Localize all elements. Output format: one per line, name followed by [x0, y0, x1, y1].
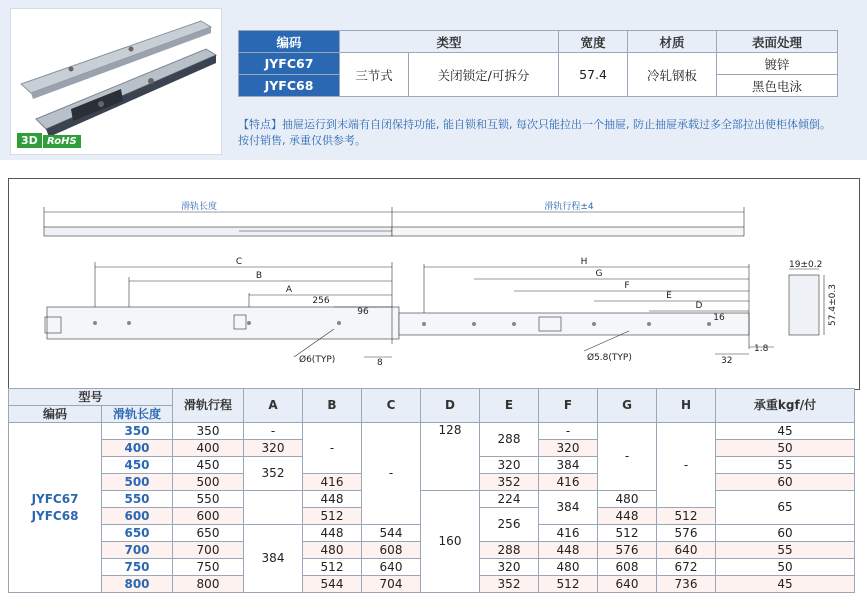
g-cell: 608 [598, 559, 657, 576]
f-cell: - [539, 423, 598, 440]
b-cell: 544 [303, 576, 362, 593]
length-cell: 600 [102, 508, 173, 525]
f-cell: 416 [539, 474, 598, 491]
stroke-cell: 400 [173, 440, 244, 457]
label-C: C [235, 257, 243, 267]
header-E: E [480, 389, 539, 423]
header-A: A [244, 389, 303, 423]
header-panel [0, 0, 867, 160]
h-cell: 672 [657, 559, 716, 576]
spec-header-type: 类型 [340, 31, 559, 53]
spec-header-width: 宽度 [559, 31, 628, 53]
e-cell: 352 [480, 474, 539, 491]
model-codes [9, 423, 102, 593]
header-stroke: 滑轨行程 [173, 389, 244, 423]
slide-rail-illustration [11, 9, 221, 154]
g-cell: 448 [598, 508, 657, 525]
b-cell: - [303, 423, 362, 474]
c-cell: 544 [362, 525, 421, 542]
spec-finish-1: 镀锌 [717, 53, 838, 75]
spec-header-code: 编码 [239, 31, 340, 53]
load-cell: 60 [716, 525, 855, 542]
technical-drawing [8, 178, 860, 390]
e-cell: 288 [480, 542, 539, 559]
label-256: 256 [312, 296, 330, 306]
label-E: E [666, 291, 672, 301]
spec-code-1: JYFC67 [239, 53, 340, 75]
h-cell: 640 [657, 542, 716, 559]
spec-header-material: 材质 [628, 31, 717, 53]
stroke-cell: 350 [173, 423, 244, 440]
label-H: H [580, 257, 588, 267]
f-cell: 320 [539, 440, 598, 457]
a-cell-empty [244, 491, 303, 525]
length-cell: 800 [102, 576, 173, 593]
label-hole6: Ø6(TYP) [299, 355, 336, 365]
stroke-cell: 500 [173, 474, 244, 491]
label-hole58: Ø5.8(TYP) [587, 353, 632, 363]
g-cell: 576 [598, 542, 657, 559]
b-cell: 480 [303, 542, 362, 559]
g-cell: - [598, 423, 657, 491]
b-cell: 512 [303, 559, 362, 576]
c-cell: 608 [362, 542, 421, 559]
c-cell: 640 [362, 559, 421, 576]
dimension-table [8, 388, 855, 593]
h-cell: 512 [657, 508, 716, 525]
d-cell: 160 [421, 491, 480, 593]
load-cell: 50 [716, 440, 855, 457]
g-cell: 640 [598, 576, 657, 593]
spec-material: 冷轧钢板 [628, 53, 717, 97]
feature-text [238, 117, 863, 149]
a-cell: 320 [244, 440, 303, 457]
d-cell: 128 [421, 423, 480, 491]
e-cell: 352 [480, 576, 539, 593]
stroke-cell: 600 [173, 508, 244, 525]
b-cell: 416 [303, 474, 362, 491]
label-B: B [255, 271, 263, 281]
f-cell: 384 [539, 491, 598, 525]
spec-type-b: 关闭锁定/可拆分 [409, 53, 559, 97]
g-cell: 480 [598, 491, 657, 508]
header-D: D [421, 389, 480, 423]
length-cell: 450 [102, 457, 173, 474]
spec-width: 57.4 [559, 53, 628, 97]
load-cell: 45 [716, 576, 855, 593]
h-cell: 736 [657, 576, 716, 593]
label-96: 96 [357, 307, 369, 317]
label-height-57-4: 57.4±0.3 [828, 284, 838, 326]
length-cell: 650 [102, 525, 173, 542]
header-B: B [303, 389, 362, 423]
e-cell: 320 [480, 559, 539, 576]
e-cell: 320 [480, 457, 539, 474]
load-cell: 50 [716, 559, 855, 576]
h-cell: 576 [657, 525, 716, 542]
label-32: 32 [721, 356, 733, 366]
stroke-cell: 650 [173, 525, 244, 542]
spec-header-finish: 表面处理 [717, 31, 838, 53]
header-C: C [362, 389, 421, 423]
length-cell: 350 [102, 423, 173, 440]
label-16: 16 [713, 313, 725, 323]
header-G: G [598, 389, 657, 423]
feature-line: 【特点】抽屉运行到末端有自闭保持功能, 能自锁和互锁, 每次只能拉出一个抽屉, 防止抽屉承载过多全部拉出使柜体倾倒。 [238, 118, 831, 131]
b-cell: 512 [303, 508, 362, 525]
b-cell: 448 [303, 491, 362, 508]
a-cell: 384 [244, 525, 303, 593]
badge-3d: 3D [17, 133, 42, 148]
label-slide-stroke: 滑轨行程±4 [544, 202, 594, 212]
stroke-cell: 450 [173, 457, 244, 474]
stroke-cell: 800 [173, 576, 244, 593]
label-F: F [624, 281, 630, 291]
header-model: 型号 [9, 389, 173, 406]
e-cell: 288 [480, 423, 539, 457]
length-cell: 700 [102, 542, 173, 559]
e-cell: 224 [480, 491, 539, 508]
label-1-8: 1.8 [754, 344, 769, 354]
header-H: H [657, 389, 716, 423]
load-cell: 65 [716, 491, 855, 525]
spec-code-2: JYFC68 [239, 75, 340, 97]
e-cell: 256 [480, 508, 539, 542]
length-cell: 750 [102, 559, 173, 576]
spec-type-a: 三节式 [340, 53, 409, 97]
h-cell: - [657, 423, 716, 508]
length-cell: 500 [102, 474, 173, 491]
f-cell: 384 [539, 457, 598, 474]
header-code: 编码 [9, 406, 102, 423]
spec-finish-2: 黑色电泳 [717, 75, 838, 97]
header-length: 滑轨长度 [102, 406, 173, 423]
load-cell: 45 [716, 423, 855, 440]
c-cell: - [362, 423, 421, 525]
note-line: 按付销售, 承重仅供参考。 [238, 134, 366, 147]
a-cell: 352 [244, 457, 303, 491]
badge-rohs: RoHS [43, 135, 81, 148]
g-cell: 512 [598, 525, 657, 542]
header-load: 承重kgf/付 [716, 389, 855, 423]
a-cell: - [244, 423, 303, 440]
label-8: 8 [377, 358, 383, 368]
header-F: F [539, 389, 598, 423]
drawing-svg [9, 179, 859, 389]
product-photo [10, 8, 222, 155]
c-cell: 704 [362, 576, 421, 593]
stroke-cell: 700 [173, 542, 244, 559]
length-cell: 400 [102, 440, 173, 457]
f-cell: 416 [539, 525, 598, 542]
model-code-1: JYFC67 [31, 491, 79, 506]
model-code-2: JYFC68 [31, 508, 79, 523]
spec-table [238, 30, 838, 97]
b-cell: 448 [303, 525, 362, 542]
load-cell: 55 [716, 542, 855, 559]
stroke-cell: 750 [173, 559, 244, 576]
label-slide-length: 滑轨长度 [180, 202, 218, 212]
f-cell: 512 [539, 576, 598, 593]
load-cell: 55 [716, 457, 855, 474]
label-width-19: 19±0.2 [789, 260, 823, 270]
label-G: G [595, 269, 603, 279]
f-cell: 480 [539, 559, 598, 576]
load-cell: 60 [716, 474, 855, 491]
f-cell: 448 [539, 542, 598, 559]
stroke-cell: 550 [173, 491, 244, 508]
length-cell: 550 [102, 491, 173, 508]
label-A: A [285, 285, 293, 295]
label-D: D [695, 301, 703, 311]
